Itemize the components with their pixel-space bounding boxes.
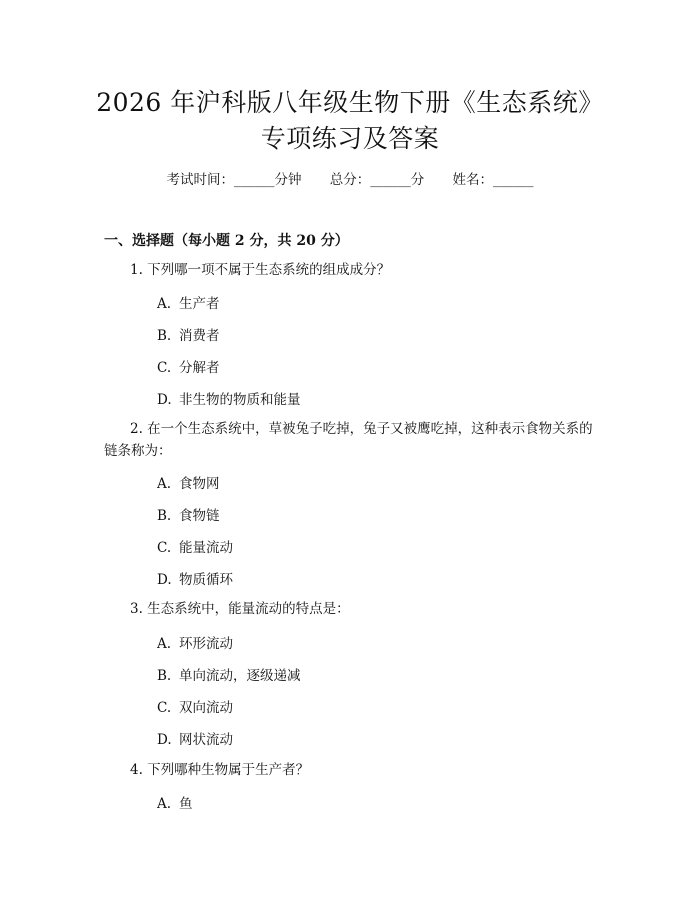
option-key: A. (157, 296, 172, 312)
option-text: 非生物的物质和能量 (179, 392, 301, 408)
exam-time-field: 考试时间：______分钟 (166, 172, 302, 188)
option-key: C. (157, 700, 172, 716)
total-score-field: 总分：______分 (329, 172, 425, 188)
document-title-line-1: 2026 年沪科版八年级生物下册《生态系统》 (96, 88, 604, 117)
question-4: 4. 下列哪种生物属于生产者？ (130, 762, 310, 778)
option-key: D. (157, 732, 172, 748)
section-heading-multiple-choice: 一、选择题（每小题 2 分，共 20 分） (104, 233, 349, 249)
option-key: B. (157, 668, 172, 684)
option-text: 分解者 (179, 360, 220, 376)
option-text: 食物网 (179, 476, 220, 492)
question-3-option-b (157, 664, 301, 684)
document-title-line-2: 专项练习及答案 (260, 124, 440, 153)
exam-info-line (0, 168, 700, 188)
question-3-option-c (157, 696, 233, 716)
option-key: D. (157, 392, 172, 408)
question-1-option-a (157, 292, 220, 312)
option-text: 双向流动 (179, 700, 233, 716)
option-text: 网状流动 (179, 732, 233, 748)
option-text: 物质循环 (179, 572, 233, 588)
option-key: B. (157, 508, 172, 524)
question-2-option-d (157, 568, 233, 588)
option-key: A. (157, 636, 172, 652)
option-text: 环形流动 (179, 636, 233, 652)
option-key: D. (157, 572, 172, 588)
question-2-option-a (157, 472, 220, 492)
question-1: 1. 下列哪一项不属于生态系统的组成成分？ (130, 262, 391, 278)
option-key: C. (157, 360, 172, 376)
option-text: 食物链 (179, 508, 220, 524)
question-1-option-d (157, 388, 301, 408)
option-key: C. (157, 540, 172, 556)
question-2: 2. 在一个生态系统中，草被兔子吃掉，兔子又被鹰吃掉，这种表示食物关系的链条称为： (104, 421, 593, 459)
question-3-option-d (157, 728, 233, 748)
option-key: B. (157, 328, 172, 344)
question-2-option-c (157, 536, 233, 556)
option-text: 消费者 (179, 328, 220, 344)
question-1-option-b (157, 324, 220, 344)
option-text: 能量流动 (179, 540, 233, 556)
option-text: 单向流动，逐级递减 (179, 668, 301, 684)
option-text: 生产者 (179, 296, 220, 312)
option-key: A. (157, 476, 172, 492)
question-4-option-a (157, 792, 193, 812)
option-key: A. (157, 796, 172, 812)
question-3: 3. 生态系统中，能量流动的特点是： (130, 601, 350, 617)
option-text: 鱼 (179, 796, 193, 812)
question-2-option-b (157, 504, 220, 524)
question-3-option-a (157, 632, 233, 652)
student-name-field: 姓名：______ (452, 172, 534, 188)
question-1-option-c (157, 356, 220, 376)
